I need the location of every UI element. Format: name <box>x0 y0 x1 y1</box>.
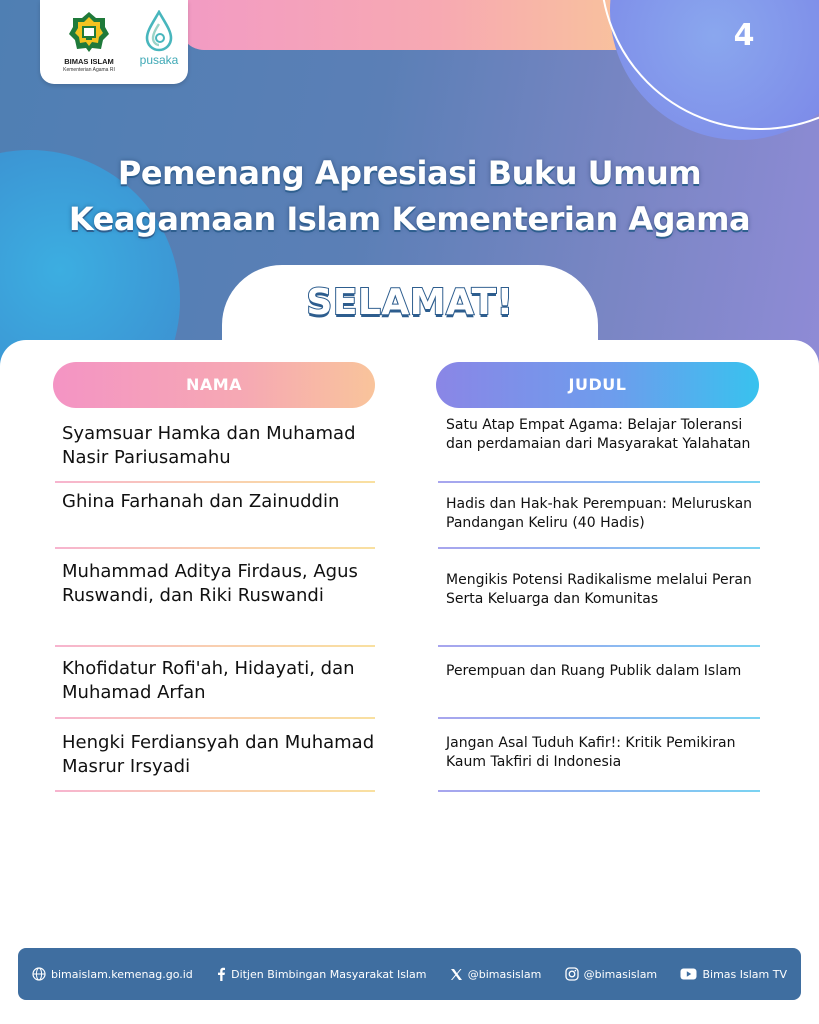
footer-youtube-link[interactable] <box>680 968 787 981</box>
page-title <box>0 150 819 242</box>
title-line-1: Pemenang Apresiasi Buku Umum <box>117 154 702 192</box>
column-header-nama: NAMA <box>53 362 375 408</box>
row-divider <box>438 645 760 647</box>
footer-facebook-link[interactable] <box>216 967 426 981</box>
greeting-text: SELAMAT! <box>306 282 514 323</box>
row-divider <box>438 790 760 792</box>
row-divider <box>55 481 375 483</box>
footer-youtube-text: Bimas Islam TV <box>702 967 787 981</box>
row-divider <box>55 790 375 792</box>
footer-website-text: bimaislam.kemenag.go.id <box>51 967 193 981</box>
footer-x-link[interactable] <box>450 968 542 981</box>
book-title-2: Hadis dan Hak-hak Perempuan: Meluruskan Pandangan Keliru (40 Hadis) <box>446 496 753 531</box>
book-title-5: Jangan Asal Tuduh Kafir!: Kritik Pemikiran Kaum Takfiri di Indonesia <box>446 735 736 770</box>
pusaka-logo-text: pusaka <box>139 53 179 67</box>
row-divider <box>55 547 375 549</box>
winner-name-1: Syamsuar Hamka dan Muhamad Nasir Pariusamahu <box>62 423 356 468</box>
footer-website-link[interactable] <box>32 967 193 981</box>
winner-name-2: Ghina Farhanah dan Zainuddin <box>62 491 340 512</box>
bimas-logo-text: BIMAS ISLAM <box>64 57 114 66</box>
book-title-4: Perempuan dan Ruang Publik dalam Islam <box>446 663 742 679</box>
logo-card <box>40 0 188 84</box>
footer-bar <box>18 948 801 1000</box>
instagram-icon <box>565 967 579 981</box>
globe-icon <box>32 967 46 981</box>
row-divider <box>438 481 760 483</box>
page-number: 4 <box>733 18 755 53</box>
row-divider <box>55 717 375 719</box>
winner-name-4: Khofidatur Rofi'ah, Hidayati, dan Muhamad Arfan <box>62 658 355 703</box>
row-divider <box>55 645 375 647</box>
bimas-logo-subtext: Kementerian Agama RI <box>63 66 115 73</box>
title-line-2: Keagamaan Islam Kementerian Agama <box>68 200 751 238</box>
winner-name-5: Hengki Ferdiansyah dan Muhamad Masrur Irsyadi <box>62 732 375 777</box>
book-title-1: Satu Atap Empat Agama: Belajar Toleransi dan perdamaian dari Masyarakat Yalahatan <box>446 417 751 452</box>
footer-instagram-link[interactable] <box>565 967 658 981</box>
book-title-3: Mengikis Potensi Radikalisme melalui Peran Serta Keluarga dan Komunitas <box>446 572 752 607</box>
pusaka-logo <box>130 10 188 66</box>
x-icon <box>450 968 463 981</box>
bimas-islam-logo <box>44 10 134 73</box>
winner-name-3: Muhammad Aditya Firdaus, Agus Ruswandi, dan Riki Ruswandi <box>62 561 358 606</box>
decorative-ring <box>600 0 819 130</box>
facebook-icon <box>216 967 226 981</box>
footer-x-text: @bimasislam <box>467 967 542 981</box>
pusaka-drop-icon <box>144 10 174 52</box>
decorative-top-bar <box>180 0 650 50</box>
footer-instagram-text: @bimasislam <box>583 967 658 981</box>
row-divider <box>438 717 760 719</box>
row-divider <box>438 547 760 549</box>
youtube-icon <box>680 968 697 980</box>
column-header-judul: JUDUL <box>436 362 759 408</box>
kemenag-emblem-icon <box>67 10 111 54</box>
footer-facebook-text: Ditjen Bimbingan Masyarakat Islam <box>231 967 427 981</box>
